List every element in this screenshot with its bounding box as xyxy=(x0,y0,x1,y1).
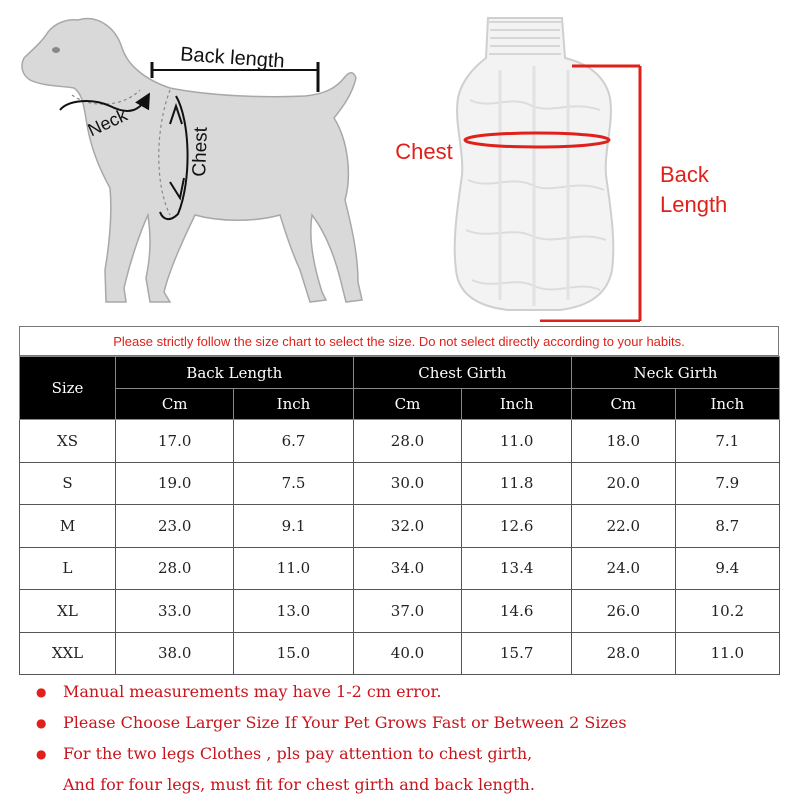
size-cell: XXL xyxy=(20,632,116,675)
unit-header: Cm xyxy=(572,389,676,420)
value-cell: 13.4 xyxy=(462,547,572,590)
value-cell: 9.1 xyxy=(234,505,353,548)
size-chart-table xyxy=(19,356,780,675)
measurement-figure xyxy=(0,0,800,322)
sweater-illustration xyxy=(455,18,614,310)
value-cell: 38.0 xyxy=(116,632,234,675)
table-row xyxy=(20,590,780,633)
value-cell: 12.6 xyxy=(462,505,572,548)
note-text: And for four legs, must fit for chest girth and back length. xyxy=(63,775,535,794)
value-cell: 18.0 xyxy=(572,420,676,463)
note-item xyxy=(36,769,776,800)
value-cell: 11.8 xyxy=(462,462,572,505)
size-cell: S xyxy=(20,462,116,505)
size-cell: XL xyxy=(20,590,116,633)
size-notice: Please strictly follow the size chart to select the size. Do not select directly according to your habits. xyxy=(19,326,779,356)
value-cell: 30.0 xyxy=(353,462,462,505)
value-cell: 33.0 xyxy=(116,590,234,633)
chest-label-sweater: Chest xyxy=(395,139,453,164)
value-cell: 7.1 xyxy=(675,420,779,463)
value-cell: 17.0 xyxy=(116,420,234,463)
value-cell: 11.0 xyxy=(234,547,353,590)
value-cell: 14.6 xyxy=(462,590,572,633)
value-cell: 34.0 xyxy=(353,547,462,590)
neck-label: Neck xyxy=(84,104,131,141)
back-length-label-sweater-line1: Back xyxy=(660,162,709,187)
value-cell: 11.0 xyxy=(462,420,572,463)
unit-header: Inch xyxy=(675,389,779,420)
value-cell: 23.0 xyxy=(116,505,234,548)
unit-header: Cm xyxy=(116,389,234,420)
value-cell: 24.0 xyxy=(572,547,676,590)
table-row xyxy=(20,632,780,675)
size-cell: M xyxy=(20,505,116,548)
unit-header: Inch xyxy=(234,389,353,420)
value-cell: 28.0 xyxy=(572,632,676,675)
bullet-icon: ● xyxy=(36,715,47,730)
unit-header: Inch xyxy=(462,389,572,420)
size-cell: XS xyxy=(20,420,116,463)
note-text: Manual measurements may have 1-2 cm error. xyxy=(63,682,442,701)
group-header-chest-girth: Chest Girth xyxy=(353,357,571,389)
value-cell: 40.0 xyxy=(353,632,462,675)
notes-list xyxy=(36,676,776,800)
value-cell: 8.7 xyxy=(675,505,779,548)
value-cell: 22.0 xyxy=(572,505,676,548)
note-item xyxy=(36,676,776,707)
value-cell: 7.5 xyxy=(234,462,353,505)
table-row xyxy=(20,420,780,463)
value-cell: 37.0 xyxy=(353,590,462,633)
value-cell: 28.0 xyxy=(353,420,462,463)
group-header-neck-girth: Neck Girth xyxy=(572,357,780,389)
value-cell: 32.0 xyxy=(353,505,462,548)
value-cell: 9.4 xyxy=(675,547,779,590)
value-cell: 20.0 xyxy=(572,462,676,505)
note-item xyxy=(36,707,776,738)
value-cell: 19.0 xyxy=(116,462,234,505)
value-cell: 28.0 xyxy=(116,547,234,590)
size-header: Size xyxy=(20,357,116,420)
value-cell: 11.0 xyxy=(675,632,779,675)
value-cell: 13.0 xyxy=(234,590,353,633)
back-length-label: Back length xyxy=(179,43,286,73)
size-cell: L xyxy=(20,547,116,590)
unit-header: Cm xyxy=(353,389,462,420)
value-cell: 15.7 xyxy=(462,632,572,675)
back-length-label-sweater-line2: Length xyxy=(660,192,728,217)
value-cell: 15.0 xyxy=(234,632,353,675)
bullet-icon: ● xyxy=(36,684,47,699)
note-item xyxy=(36,738,776,769)
bullet-icon: ● xyxy=(36,746,47,761)
table-row xyxy=(20,547,780,590)
note-text: Please Choose Larger Size If Your Pet Grows Fast or Between 2 Sizes xyxy=(63,713,627,732)
value-cell: 10.2 xyxy=(675,590,779,633)
note-text: For the two legs Clothes , pls pay attention to chest girth, xyxy=(63,744,533,763)
table-row xyxy=(20,462,780,505)
value-cell: 7.9 xyxy=(675,462,779,505)
value-cell: 6.7 xyxy=(234,420,353,463)
chest-label-dog: Chest xyxy=(189,126,212,177)
value-cell: 26.0 xyxy=(572,590,676,633)
measurement-illustration xyxy=(0,0,800,322)
group-header-back-length: Back Length xyxy=(116,357,354,389)
table-row xyxy=(20,505,780,548)
